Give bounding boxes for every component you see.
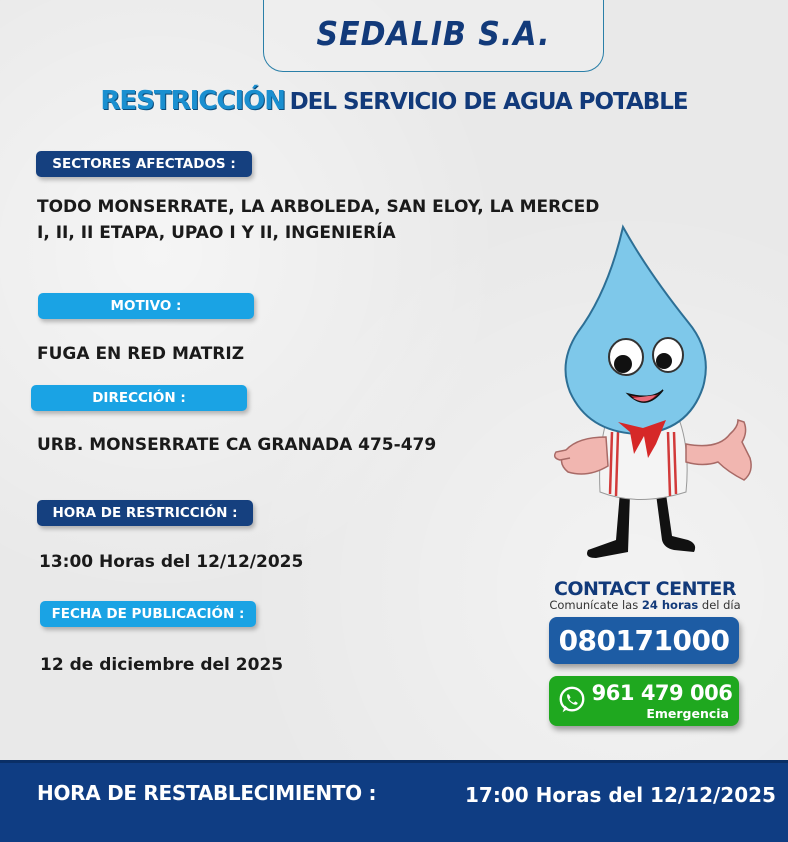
direccion-value: URB. MONSERRATE CA GRANADA 475-479 xyxy=(37,435,437,455)
contact-phone-number: 080171000 xyxy=(558,624,730,657)
footer-value: 17:00 Horas del 12/12/2025 xyxy=(465,783,776,807)
whatsapp-icon xyxy=(557,685,587,715)
fecha-value: 12 de diciembre del 2025 xyxy=(40,655,284,675)
fecha-label: FECHA DE PUBLICACIÓN : xyxy=(40,601,256,627)
contact-center-subtitle xyxy=(540,598,750,612)
whatsapp-label: Emergencia xyxy=(646,706,729,721)
hora-label: HORA DE RESTRICCIÓN : xyxy=(37,500,253,526)
logo-box xyxy=(263,0,604,72)
motivo-label: MOTIVO : xyxy=(38,293,254,319)
title-highlight: RESTRICCIÓN xyxy=(100,86,285,116)
sectores-label: SECTORES AFECTADOS : xyxy=(36,151,252,177)
company-logo: SEDALIB S.A. xyxy=(316,15,551,54)
direccion-label: DIRECCIÓN : xyxy=(31,385,247,411)
whatsapp-number: 961 479 006 xyxy=(591,681,733,705)
motivo-value: FUGA EN RED MATRIZ xyxy=(37,344,245,364)
subtitle-post: del día xyxy=(701,598,741,612)
contact-phone-button[interactable] xyxy=(549,617,739,664)
hora-value: 13:00 Horas del 12/12/2025 xyxy=(39,552,304,572)
sectores-line-2: I, II, II ETAPA, UPAO I Y II, INGENIERÍA xyxy=(37,223,396,243)
contact-center-title: CONTACT CENTER xyxy=(553,578,737,600)
title-rest: DEL SERVICIO DE AGUA POTABLE xyxy=(289,89,688,115)
footer-label: HORA DE RESTABLECIMIENTO : xyxy=(37,781,377,805)
sectores-line-1: TODO MONSERRATE, LA ARBOLEDA, SAN ELOY, LA MERCED xyxy=(37,197,600,217)
footer-bar xyxy=(0,760,788,842)
page-title xyxy=(0,86,788,116)
subtitle-bold: 24 horas xyxy=(641,598,699,612)
subtitle-pre: Comunícate las xyxy=(549,598,639,612)
water-drop-mascot xyxy=(548,222,758,567)
whatsapp-emergency-button[interactable] xyxy=(549,676,739,726)
